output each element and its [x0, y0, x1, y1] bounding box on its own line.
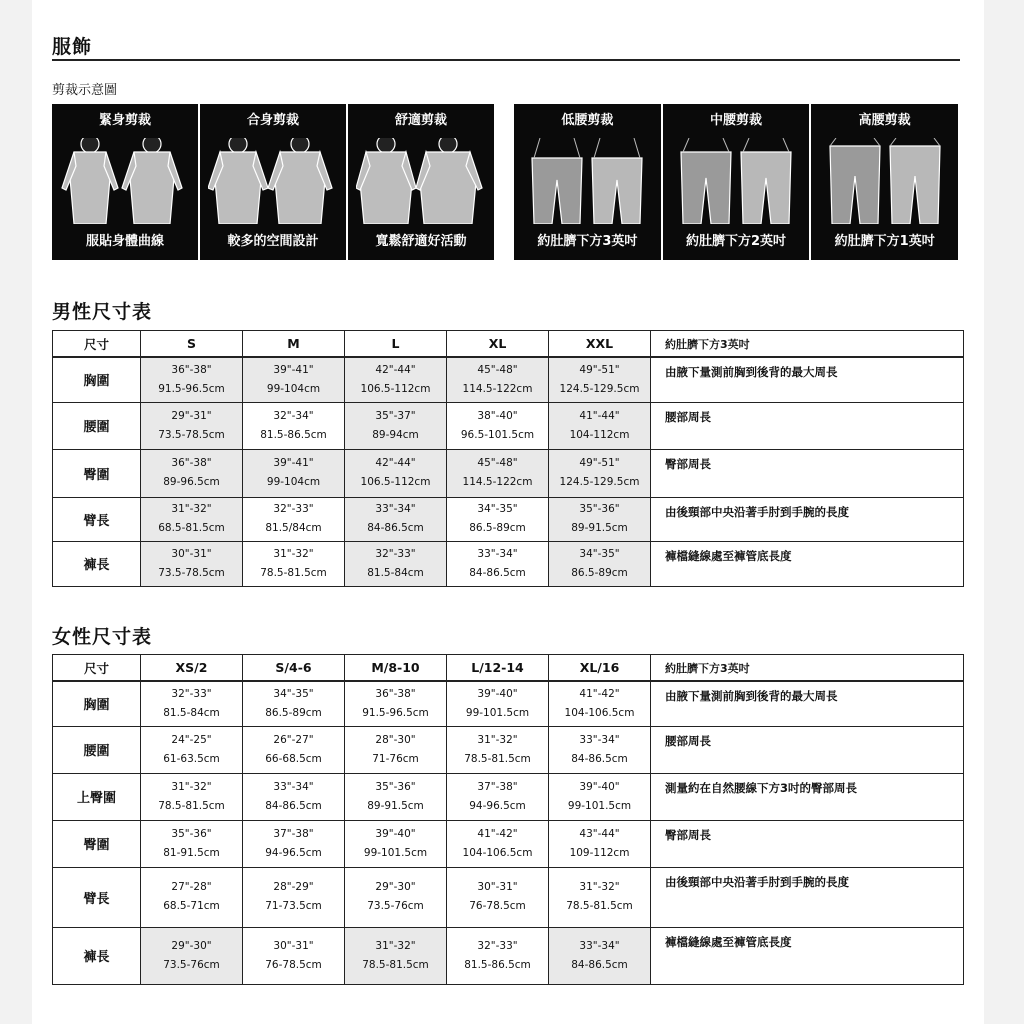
row-measurement-label: 腰圍: [53, 402, 141, 449]
size-value-cell: [141, 449, 243, 497]
value-inch: 31"-32": [171, 503, 212, 515]
fit-title: 低腰剪裁: [561, 113, 614, 128]
size-value-cell: [243, 449, 345, 497]
value-cm: 104-112cm: [569, 428, 630, 441]
value-inch: 31"-32": [171, 780, 212, 793]
value-cm: 99-101.5cm: [363, 846, 428, 859]
size-value-cell: [141, 402, 243, 449]
header-size: XL/16: [549, 655, 651, 682]
value-inch: 32"-33": [273, 503, 314, 515]
fit-panel-low-rise: [514, 104, 661, 260]
value-inch: 28"-29": [273, 881, 314, 893]
size-value-cell: [549, 867, 651, 927]
header-note: 約肚臍下方3英吋: [651, 331, 964, 358]
value-cm: 86.5-89cm: [469, 522, 526, 534]
size-value-cell: [345, 927, 447, 984]
value-cm: 86.5-89cm: [265, 706, 322, 719]
size-value-cell: [447, 927, 549, 984]
value-cm: 73.5-76cm: [163, 958, 220, 971]
size-value-cell: [447, 726, 549, 773]
value-cm: 104-106.5cm: [564, 706, 635, 719]
value-cm: 84-86.5cm: [571, 958, 628, 971]
header-size-label: 尺寸: [53, 331, 141, 358]
value-cm: 91.5-96.5cm: [158, 382, 225, 395]
size-value-cell: [549, 402, 651, 449]
value-inch: 41"-42": [579, 687, 620, 700]
value-cm: 73.5-78.5cm: [158, 428, 225, 441]
value-cm: 68.5-71cm: [163, 900, 220, 912]
value-cm: 81.5/84cm: [265, 522, 322, 534]
size-value-cell: [141, 357, 243, 402]
value-inch: 37"-38": [273, 827, 314, 840]
value-inch: 33"-34": [579, 939, 620, 952]
value-inch: 30"-31": [273, 939, 314, 952]
size-value-cell: [243, 541, 345, 586]
size-value-cell: [345, 357, 447, 402]
fit-caption: 較多的空間設計: [227, 234, 319, 249]
value-cm: 99-104cm: [266, 476, 321, 488]
size-value-cell: [447, 357, 549, 402]
size-value-cell: [141, 681, 243, 726]
size-value-cell: [447, 867, 549, 927]
value-cm: 124.5-129.5cm: [559, 476, 640, 488]
row-measurement-label: 臀圍: [53, 449, 141, 497]
row-measurement-label: 臂長: [53, 867, 141, 927]
size-value-cell: [447, 497, 549, 541]
value-cm: 89-91.5cm: [367, 799, 424, 812]
size-value-cell: [447, 820, 549, 867]
value-inch: 36"-38": [375, 687, 416, 700]
value-inch: 35"-36": [171, 827, 212, 840]
value-inch: 45"-48": [477, 457, 518, 469]
value-inch: 33"-34": [477, 547, 518, 560]
value-inch: 42"-44": [375, 363, 416, 376]
women-size-table: [52, 654, 964, 985]
value-cm: 84-86.5cm: [265, 799, 322, 812]
fit-title: 中腰剪裁: [710, 113, 763, 128]
value-cm: 104-106.5cm: [462, 846, 533, 859]
size-value-cell: [345, 541, 447, 586]
value-cm: 114.5-122cm: [462, 476, 533, 488]
value-inch: 42"-44": [375, 457, 416, 469]
value-inch: 32"-33": [375, 547, 416, 560]
size-value-cell: [243, 927, 345, 984]
value-inch: 34"-35": [477, 503, 518, 515]
value-inch: 35"-36": [579, 503, 620, 515]
size-value-cell: [243, 820, 345, 867]
value-cm: 99-101.5cm: [465, 706, 530, 719]
table-row: [53, 681, 964, 726]
header-size: S/4-6: [243, 655, 345, 682]
size-value-cell: [549, 541, 651, 586]
fit-caption: 服貼身體曲線: [85, 234, 164, 249]
size-value-cell: [549, 357, 651, 402]
size-value-cell: [141, 927, 243, 984]
value-inch: 33"-34": [273, 780, 314, 793]
size-value-cell: [549, 773, 651, 820]
value-inch: 39"-40": [579, 780, 620, 793]
value-inch: 36"-38": [171, 363, 212, 376]
value-cm: 78.5-81.5cm: [260, 566, 327, 579]
size-value-cell: [141, 867, 243, 927]
value-cm: 84-86.5cm: [367, 522, 424, 534]
value-cm: 61-63.5cm: [163, 752, 220, 765]
value-inch: 39"-40": [375, 827, 416, 840]
table-row: [53, 820, 964, 867]
value-cm: 78.5-81.5cm: [464, 752, 531, 765]
value-inch: 24"-25": [171, 733, 212, 746]
value-inch: 31"-32": [579, 881, 620, 893]
value-cm: 71-73.5cm: [265, 900, 322, 912]
row-measurement-label: 臀圍: [53, 820, 141, 867]
value-cm: 73.5-76cm: [367, 900, 424, 912]
value-cm: 81.5-84cm: [367, 566, 424, 579]
measurement-note: 腰部周長: [651, 726, 964, 773]
measurement-note: 由後頸部中央沿著手肘到手腕的長度: [651, 867, 964, 927]
table-row: [53, 402, 964, 449]
value-cm: 78.5-81.5cm: [158, 799, 225, 812]
fit-caption: 約肚臍下方2英吋: [685, 234, 787, 249]
fit-panel-regular: [198, 104, 346, 260]
measurement-note: 由腋下量測前胸到後背的最大周長: [651, 681, 964, 726]
women-size-chart-title: 女性尺寸表: [52, 626, 153, 648]
fit-title: 高腰剪裁: [858, 113, 911, 128]
value-inch: 29"-30": [171, 939, 212, 952]
fit-title: 合身剪裁: [246, 113, 299, 128]
size-value-cell: [549, 497, 651, 541]
size-value-cell: [447, 773, 549, 820]
slim-fit-figure-illustration: [52, 138, 198, 224]
fit-caption: 寬鬆舒適好活動: [375, 234, 467, 249]
value-cm: 106.5-112cm: [360, 382, 431, 395]
value-inch: 31"-32": [273, 547, 314, 560]
table-row: [53, 449, 964, 497]
size-value-cell: [345, 497, 447, 541]
value-cm: 76-78.5cm: [469, 900, 526, 912]
value-inch: 38"-40": [477, 409, 518, 422]
size-value-cell: [549, 449, 651, 497]
header-size: XL: [447, 331, 549, 358]
value-inch: 41"-44": [579, 409, 620, 422]
high-rise-pants-illustration: [811, 138, 958, 224]
value-inch: 35"-37": [375, 409, 416, 422]
value-inch: 39"-40": [477, 687, 518, 700]
regular-fit-figure-illustration: [200, 138, 346, 224]
row-measurement-label: 胸圍: [53, 681, 141, 726]
table-row: [53, 541, 964, 586]
value-inch: 32"-33": [171, 687, 212, 700]
header-size: L/12-14: [447, 655, 549, 682]
table-row: [53, 773, 964, 820]
value-inch: 27"-28": [171, 881, 212, 893]
value-inch: 31"-32": [375, 939, 416, 952]
size-value-cell: [243, 726, 345, 773]
value-cm: 96.5-101.5cm: [460, 428, 535, 441]
size-value-cell: [243, 497, 345, 541]
value-inch: 34"-35": [273, 687, 314, 700]
measurement-note: 由腋下量測前胸到後背的最大周長: [651, 357, 964, 402]
size-value-cell: [141, 541, 243, 586]
row-measurement-label: 上臀圍: [53, 773, 141, 820]
value-inch: 39"-41": [273, 363, 314, 376]
value-inch: 36"-38": [171, 457, 212, 469]
value-cm: 68.5-81.5cm: [158, 522, 225, 534]
fit-title: 舒適剪裁: [394, 113, 447, 128]
men-size-table: [52, 330, 964, 587]
size-guide-page: [32, 0, 984, 1024]
value-inch: 34"-35": [579, 547, 620, 560]
fit-panel-high-rise: [809, 104, 958, 260]
value-cm: 84-86.5cm: [469, 566, 526, 579]
measurement-note: 褲檔縫線處至褲管底長度: [651, 541, 964, 586]
size-value-cell: [345, 726, 447, 773]
value-inch: 35"-36": [375, 780, 416, 793]
fit-panels-rise: [514, 104, 958, 260]
header-size: M/8-10: [345, 655, 447, 682]
fit-panel-relaxed: [346, 104, 494, 260]
value-cm: 81.5-86.5cm: [260, 428, 327, 441]
table-row: [53, 726, 964, 773]
size-value-cell: [243, 773, 345, 820]
value-cm: 86.5-89cm: [571, 566, 628, 579]
size-value-cell: [549, 927, 651, 984]
size-value-cell: [141, 820, 243, 867]
value-inch: 26"-27": [273, 733, 314, 746]
size-value-cell: [345, 820, 447, 867]
value-cm: 106.5-112cm: [360, 476, 431, 488]
size-value-cell: [243, 357, 345, 402]
size-value-cell: [447, 449, 549, 497]
table-header-row: [53, 655, 964, 682]
fit-panel-slim: [52, 104, 198, 260]
header-size: S: [141, 331, 243, 358]
size-value-cell: [141, 773, 243, 820]
size-value-cell: [141, 726, 243, 773]
value-inch: 49"-51": [579, 457, 620, 469]
fit-title: 緊身剪裁: [98, 113, 151, 128]
value-inch: 43"-44": [579, 827, 620, 840]
table-row: [53, 357, 964, 402]
value-cm: 71-76cm: [372, 752, 419, 765]
value-inch: 33"-34": [579, 733, 620, 746]
fit-caption: 約肚臍下方1英吋: [834, 234, 935, 249]
value-inch: 32"-34": [273, 409, 314, 422]
value-inch: 30"-31": [171, 547, 212, 560]
value-cm: 81-91.5cm: [163, 846, 220, 859]
header-size: XS/2: [141, 655, 243, 682]
size-value-cell: [345, 402, 447, 449]
measurement-note: 由後頸部中央沿著手肘到手腕的長度: [651, 497, 964, 541]
value-inch: 49"-51": [579, 363, 620, 376]
value-inch: 30"-31": [477, 881, 518, 893]
size-value-cell: [141, 497, 243, 541]
value-cm: 114.5-122cm: [462, 382, 533, 395]
size-value-cell: [549, 820, 651, 867]
value-cm: 89-94cm: [372, 428, 419, 441]
value-inch: 29"-30": [375, 881, 416, 893]
size-value-cell: [549, 681, 651, 726]
fit-caption: 約肚臍下方3英吋: [537, 234, 638, 249]
value-cm: 99-101.5cm: [567, 799, 632, 812]
mid-rise-pants-illustration: [663, 138, 810, 224]
size-value-cell: [345, 867, 447, 927]
row-measurement-label: 臂長: [53, 497, 141, 541]
low-rise-pants-illustration: [514, 138, 661, 224]
header-size-label: 尺寸: [53, 655, 141, 682]
size-value-cell: [345, 681, 447, 726]
table-header-row: [53, 331, 964, 358]
value-cm: 109-112cm: [569, 846, 630, 859]
size-value-cell: [345, 449, 447, 497]
value-inch: 37"-38": [477, 780, 518, 793]
table-row: [53, 497, 964, 541]
size-value-cell: [447, 541, 549, 586]
relaxed-fit-figure-illustration: [348, 138, 494, 224]
value-inch: 31"-32": [477, 733, 518, 746]
header-note: 約肚臍下方3英吋: [651, 655, 964, 682]
value-cm: 94-96.5cm: [469, 799, 526, 812]
value-cm: 89-91.5cm: [571, 522, 628, 534]
value-cm: 124.5-129.5cm: [559, 382, 640, 395]
measurement-note: 褲檔縫線處至褲管底長度: [651, 927, 964, 984]
value-cm: 76-78.5cm: [265, 958, 322, 971]
value-inch: 33"-34": [375, 503, 416, 515]
table-row: [53, 867, 964, 927]
value-inch: 45"-48": [477, 363, 518, 376]
row-measurement-label: 腰圍: [53, 726, 141, 773]
value-cm: 78.5-81.5cm: [566, 900, 633, 912]
value-cm: 84-86.5cm: [571, 752, 628, 765]
row-measurement-label: 褲長: [53, 927, 141, 984]
value-inch: 39"-41": [273, 457, 314, 469]
size-value-cell: [243, 402, 345, 449]
value-cm: 81.5-84cm: [163, 706, 220, 719]
measurement-note: 臀部周長: [651, 449, 964, 497]
value-cm: 89-96.5cm: [163, 476, 220, 488]
size-value-cell: [447, 681, 549, 726]
page-title: 服飾: [52, 36, 93, 58]
size-value-cell: [243, 867, 345, 927]
size-value-cell: [345, 773, 447, 820]
table-row: [53, 927, 964, 984]
men-size-chart-title: 男性尺寸表: [52, 301, 153, 323]
measurement-note: 測量約在自然腰線下方3吋的臀部周長: [651, 773, 964, 820]
fit-diagram-subtitle: 剪裁示意圖: [52, 83, 118, 98]
measurement-note: 臀部周長: [651, 820, 964, 867]
value-cm: 99-104cm: [266, 382, 321, 395]
header-size: L: [345, 331, 447, 358]
header-size: M: [243, 331, 345, 358]
value-inch: 28"-30": [375, 733, 416, 746]
value-cm: 66-68.5cm: [265, 752, 322, 765]
value-cm: 78.5-81.5cm: [362, 958, 429, 971]
measurement-note: 腰部周長: [651, 402, 964, 449]
value-cm: 94-96.5cm: [265, 846, 322, 859]
value-inch: 32"-33": [477, 939, 518, 952]
value-inch: 29"-31": [171, 409, 212, 422]
size-value-cell: [447, 402, 549, 449]
value-inch: 41"-42": [477, 827, 518, 840]
row-measurement-label: 褲長: [53, 541, 141, 586]
title-divider: [52, 59, 960, 61]
value-cm: 73.5-78.5cm: [158, 566, 225, 579]
fit-panel-mid-rise: [661, 104, 810, 260]
value-cm: 81.5-86.5cm: [464, 958, 531, 971]
value-cm: 91.5-96.5cm: [362, 706, 429, 719]
row-measurement-label: 胸圍: [53, 357, 141, 402]
fit-panels-tops: [52, 104, 494, 260]
size-value-cell: [549, 726, 651, 773]
header-size: XXL: [549, 331, 651, 358]
size-value-cell: [243, 681, 345, 726]
